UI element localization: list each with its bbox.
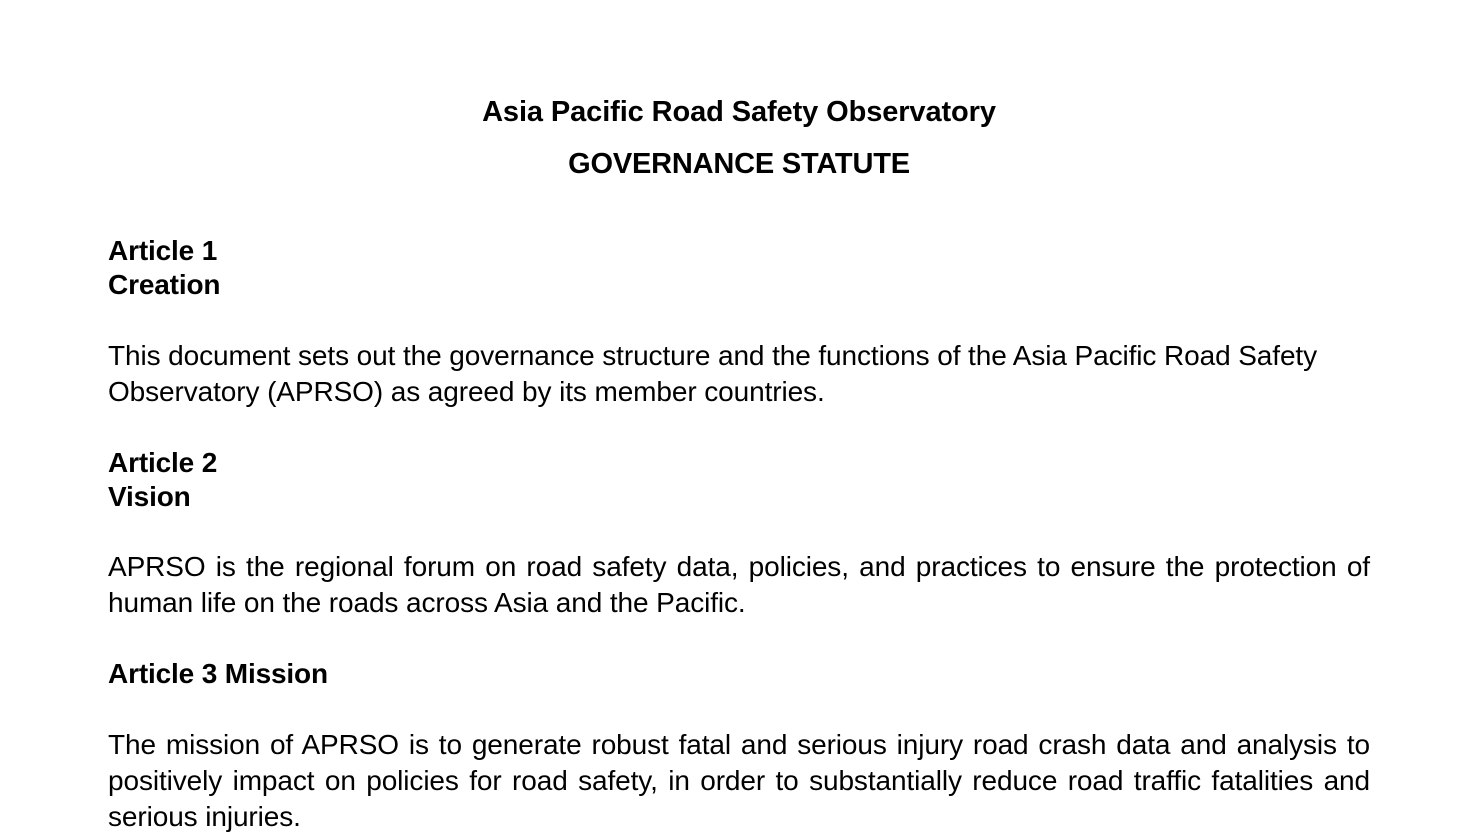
article-1-paragraph: This document sets out the governance structure and the functions of the Asia Pacific Road Safety Observatory (APRSO) as agreed by its member countries.: [108, 340, 1317, 407]
article-2-heading-title: Vision: [108, 481, 191, 512]
article-3-heading: [108, 657, 1370, 691]
article-2-heading: [108, 446, 1370, 514]
article-1-heading-number: Article 1: [108, 235, 218, 266]
article-1-heading-title: Creation: [108, 269, 221, 300]
article-2-heading-number: Article 2: [108, 447, 218, 478]
article-1-heading: [108, 234, 1370, 302]
document-body: [108, 0, 1370, 835]
document-subtitle: GOVERNANCE STATUTE: [568, 148, 910, 180]
article-3-heading-number: Article 3 Mission: [108, 658, 328, 689]
document-title: Asia Pacific Road Safety Observatory: [482, 96, 996, 128]
article-2-paragraph: APRSO is the regional forum on road safety data, policies, and practices to ensure the protection of human life on the roads across Asia and the Pacific.: [108, 551, 1370, 618]
article-3-paragraph: The mission of APRSO is to generate robust fatal and serious injury road crash data and analysis to positively impact on policies for road safety, in order to substantially reduce road traffic fatalities and serious injuries.: [108, 729, 1370, 832]
